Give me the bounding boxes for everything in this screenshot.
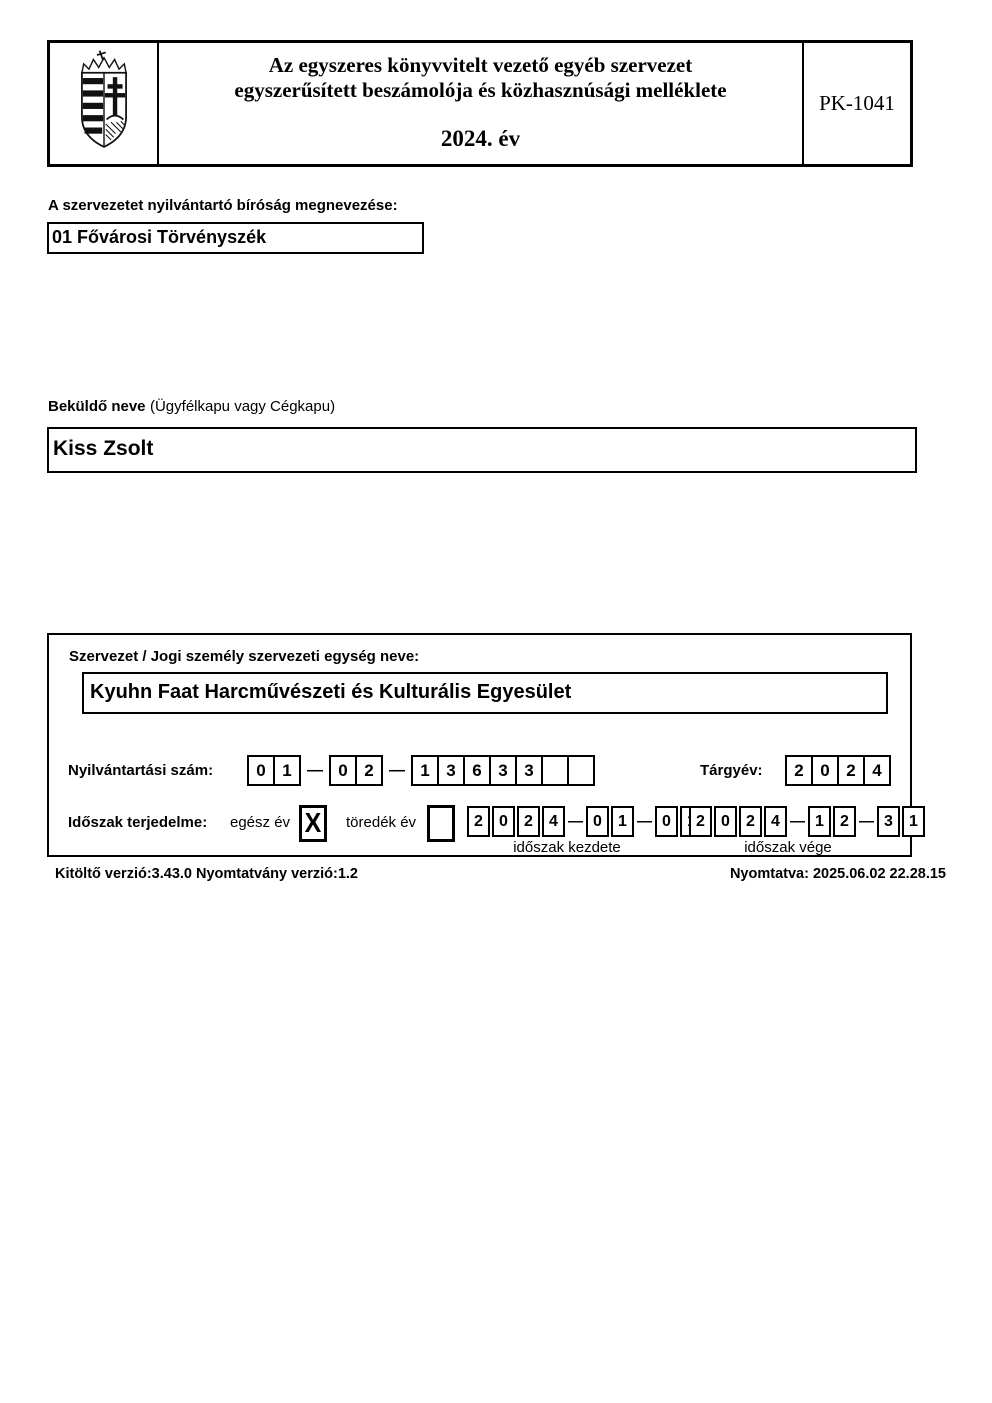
- date-digit-cell[interactable]: 4: [764, 806, 787, 837]
- sender-note: (Ügyfélkapu vagy Cégkapu): [149, 398, 336, 415]
- digit-cell[interactable]: 0: [247, 755, 275, 786]
- form-title: [234, 53, 726, 103]
- dash-separator: —: [568, 813, 583, 830]
- period-start-row: [467, 806, 705, 837]
- target-year-row: [785, 755, 891, 786]
- date-digit-cell[interactable]: 2: [517, 806, 540, 837]
- sender-label: Beküldő neve: [48, 398, 146, 415]
- digit-cell[interactable]: 1: [411, 755, 439, 786]
- date-digit-cell[interactable]: 2: [467, 806, 490, 837]
- checkbox-x-mark: X: [304, 807, 322, 839]
- registration-group1: [247, 755, 301, 786]
- digit-cell[interactable]: 2: [785, 755, 813, 786]
- dash-separator: —: [790, 813, 805, 830]
- date-digit-cell[interactable]: 2: [689, 806, 712, 837]
- form-code: PK-1041: [819, 91, 895, 115]
- digit-cell[interactable]: 3: [515, 755, 543, 786]
- partial-year-label: töredék év: [346, 814, 417, 831]
- digit-cell[interactable]: 0: [329, 755, 357, 786]
- date-digit-cell[interactable]: 0: [714, 806, 737, 837]
- registration-group2: [329, 755, 383, 786]
- footer-printed-timestamp: Nyomtatva: 2025.06.02 22.28.15: [729, 866, 946, 882]
- dash-separator: —: [389, 761, 405, 779]
- date-digit-cell[interactable]: 3: [877, 806, 900, 837]
- sender-label-row: [48, 398, 335, 416]
- date-digit-cell[interactable]: 0: [655, 806, 678, 837]
- registration-group3: [411, 755, 595, 786]
- period-label: Időszak terjedelme:: [68, 814, 208, 831]
- header-title-cell: [159, 43, 804, 164]
- full-year-checkbox[interactable]: [299, 805, 327, 842]
- date-digit-cell[interactable]: 1: [808, 806, 831, 837]
- dash-separator: —: [307, 761, 323, 779]
- digit-cell[interactable]: [541, 755, 569, 786]
- digit-cell[interactable]: 4: [863, 755, 891, 786]
- form-year: 2024. év: [440, 126, 521, 151]
- period-start-caption: időszak kezdete: [513, 839, 621, 856]
- organization-section: [47, 633, 918, 857]
- form-title-line1: Az egyszeres könyvvitelt vezető egyéb szervezet: [268, 53, 693, 77]
- digit-cell[interactable]: [567, 755, 595, 786]
- registration-number-row: [247, 755, 595, 786]
- target-year-group: [785, 755, 891, 786]
- digit-cell[interactable]: 2: [837, 755, 865, 786]
- digit-cell[interactable]: 3: [437, 755, 465, 786]
- date-digit-cell[interactable]: 0: [586, 806, 609, 837]
- full-year-label: egész év: [230, 814, 291, 831]
- footer-version-info: Kitöltő verzió:3.43.0 Nyomtatvány verzió:1.2: [55, 866, 358, 882]
- organization-name-field[interactable]: Kyuhn Faat Harcművészeti és Kulturális Egyesület: [82, 672, 888, 714]
- digit-cell[interactable]: 3: [489, 755, 517, 786]
- form-title-line2: egyszerűsített beszámolója és közhasznúsági melléklete: [234, 78, 727, 102]
- hungarian-coat-of-arms-icon: [64, 48, 144, 159]
- date-digit-cell[interactable]: 2: [739, 806, 762, 837]
- form-header: [47, 40, 913, 167]
- digit-cell[interactable]: 2: [355, 755, 383, 786]
- dash-separator: —: [859, 813, 874, 830]
- digit-cell[interactable]: 6: [463, 755, 491, 786]
- organization-label: Szervezet / Jogi személy szervezeti egység neve:: [69, 648, 420, 665]
- registration-number-label: Nyilvántartási szám:: [68, 762, 214, 779]
- date-digit-cell[interactable]: 2: [833, 806, 856, 837]
- digit-cell[interactable]: 0: [811, 755, 839, 786]
- dash-separator: —: [637, 813, 652, 830]
- court-field[interactable]: 01 Fővárosi Törvényszék: [47, 222, 424, 254]
- date-digit-cell[interactable]: 1: [902, 806, 925, 837]
- date-digit-cell[interactable]: 0: [492, 806, 515, 837]
- period-end-caption: időszak vége: [744, 839, 832, 856]
- digit-cell[interactable]: 1: [273, 755, 301, 786]
- target-year-label: Tárgyév:: [700, 762, 763, 779]
- court-label: A szervezetet nyilvántartó bíróság megnevezése:: [48, 197, 398, 214]
- period-end-row: [689, 806, 927, 837]
- partial-year-checkbox[interactable]: [427, 805, 455, 842]
- sender-name-field[interactable]: Kiss Zsolt: [47, 427, 917, 473]
- date-digit-cell[interactable]: 4: [542, 806, 565, 837]
- date-digit-cell[interactable]: 1: [611, 806, 634, 837]
- crest-cell: [50, 43, 159, 164]
